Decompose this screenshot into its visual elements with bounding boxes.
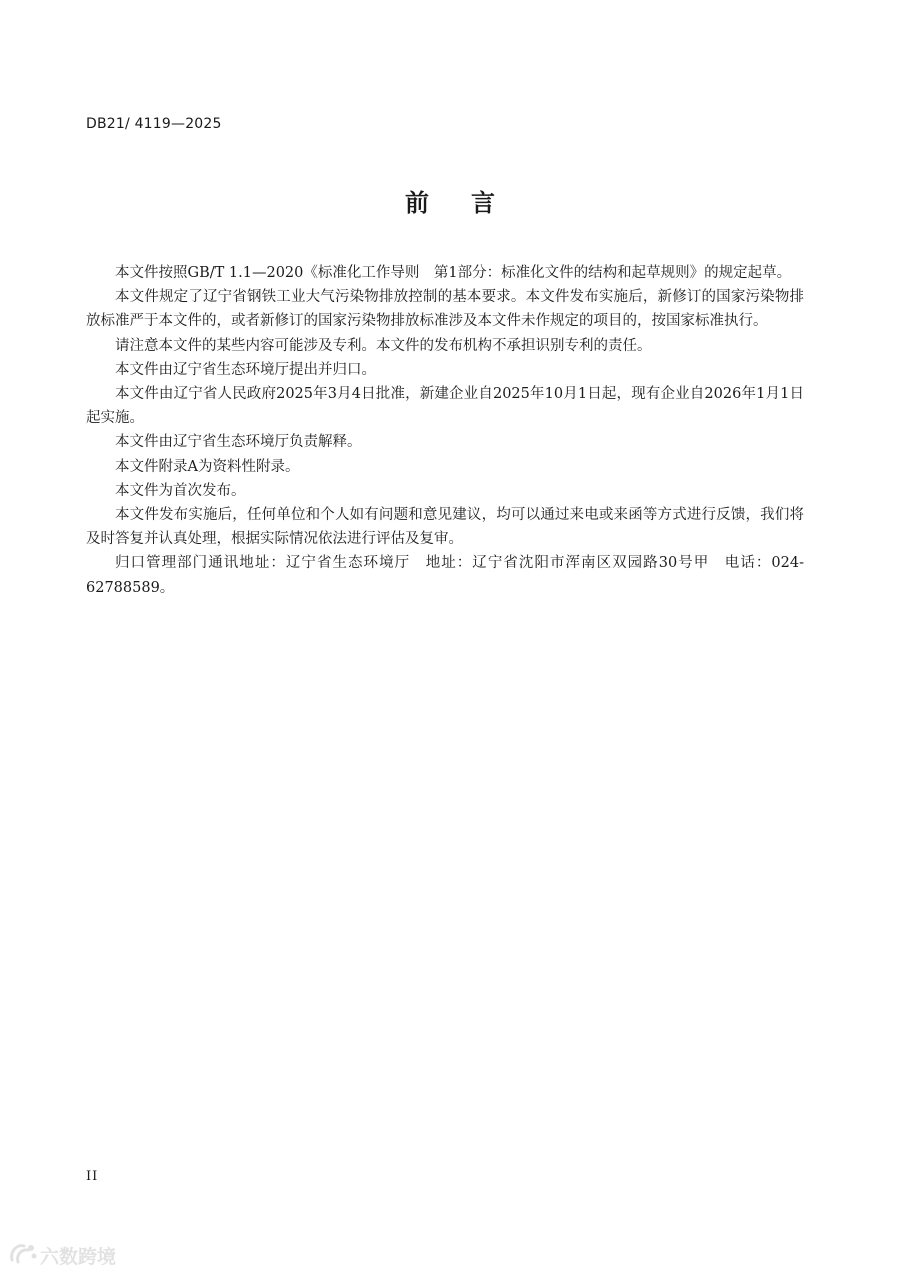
paragraph-feedback: 本文件发布实施后，任何单位和个人如有问题和意见建议，均可以通过来电或来函等方式进行反馈，我们将及时答复并认真处理，根据实际情况依法进行评估及复审。: [86, 507, 804, 548]
paragraph-contact: 归口管理部门通讯地址：辽宁省生态环境厅 地址：辽宁省沈阳市浑南区双园路30号甲 电话：024-62788589。: [86, 555, 804, 596]
page-number: II: [86, 1169, 99, 1184]
paragraph-first-release: 本文件为首次发布。: [115, 482, 246, 499]
paragraph-patent-notice: 请注意本文件的某些内容可能涉及专利。本文件的发布机构不承担识别专利的责任。: [115, 337, 652, 354]
brand-logo-icon: [8, 1240, 38, 1270]
title-char-2: 言: [471, 189, 495, 217]
paragraph-appendix: 本文件附录A为资料性附录。: [115, 458, 300, 475]
paragraph-proposer: 本文件由辽宁省生态环境厅提出并归口。: [115, 361, 376, 378]
paragraph-scope: 本文件规定了辽宁省钢铁工业大气污染物排放控制的基本要求。本文件发布实施后，新修订的国家污染物排放标准严于本文件的，或者新修订的国家污染物排放标准涉及本文件未作规定的项目的，按国家标准执行。: [86, 289, 804, 330]
page-title: [0, 183, 900, 218]
document-code: DB21/ 4119—2025: [86, 116, 222, 132]
watermark-text: 六数跨境: [40, 1245, 117, 1268]
foreword-body: [86, 261, 804, 600]
title-char-1: 前: [405, 189, 429, 217]
paragraph-drafting-rules: 本文件按照GB/T 1.1—2020《标准化工作导则 第1部分：标准化文件的结构和起草规则》的规定起草。: [115, 265, 792, 281]
watermark: [8, 1240, 116, 1270]
paragraph-approval: 本文件由辽宁省人民政府2025年3月4日批准，新建企业自2025年10月1日起，现有企业自2026年1月1日起实施。: [86, 386, 804, 427]
paragraph-interpretation: 本文件由辽宁省生态环境厅负责解释。: [115, 434, 362, 451]
